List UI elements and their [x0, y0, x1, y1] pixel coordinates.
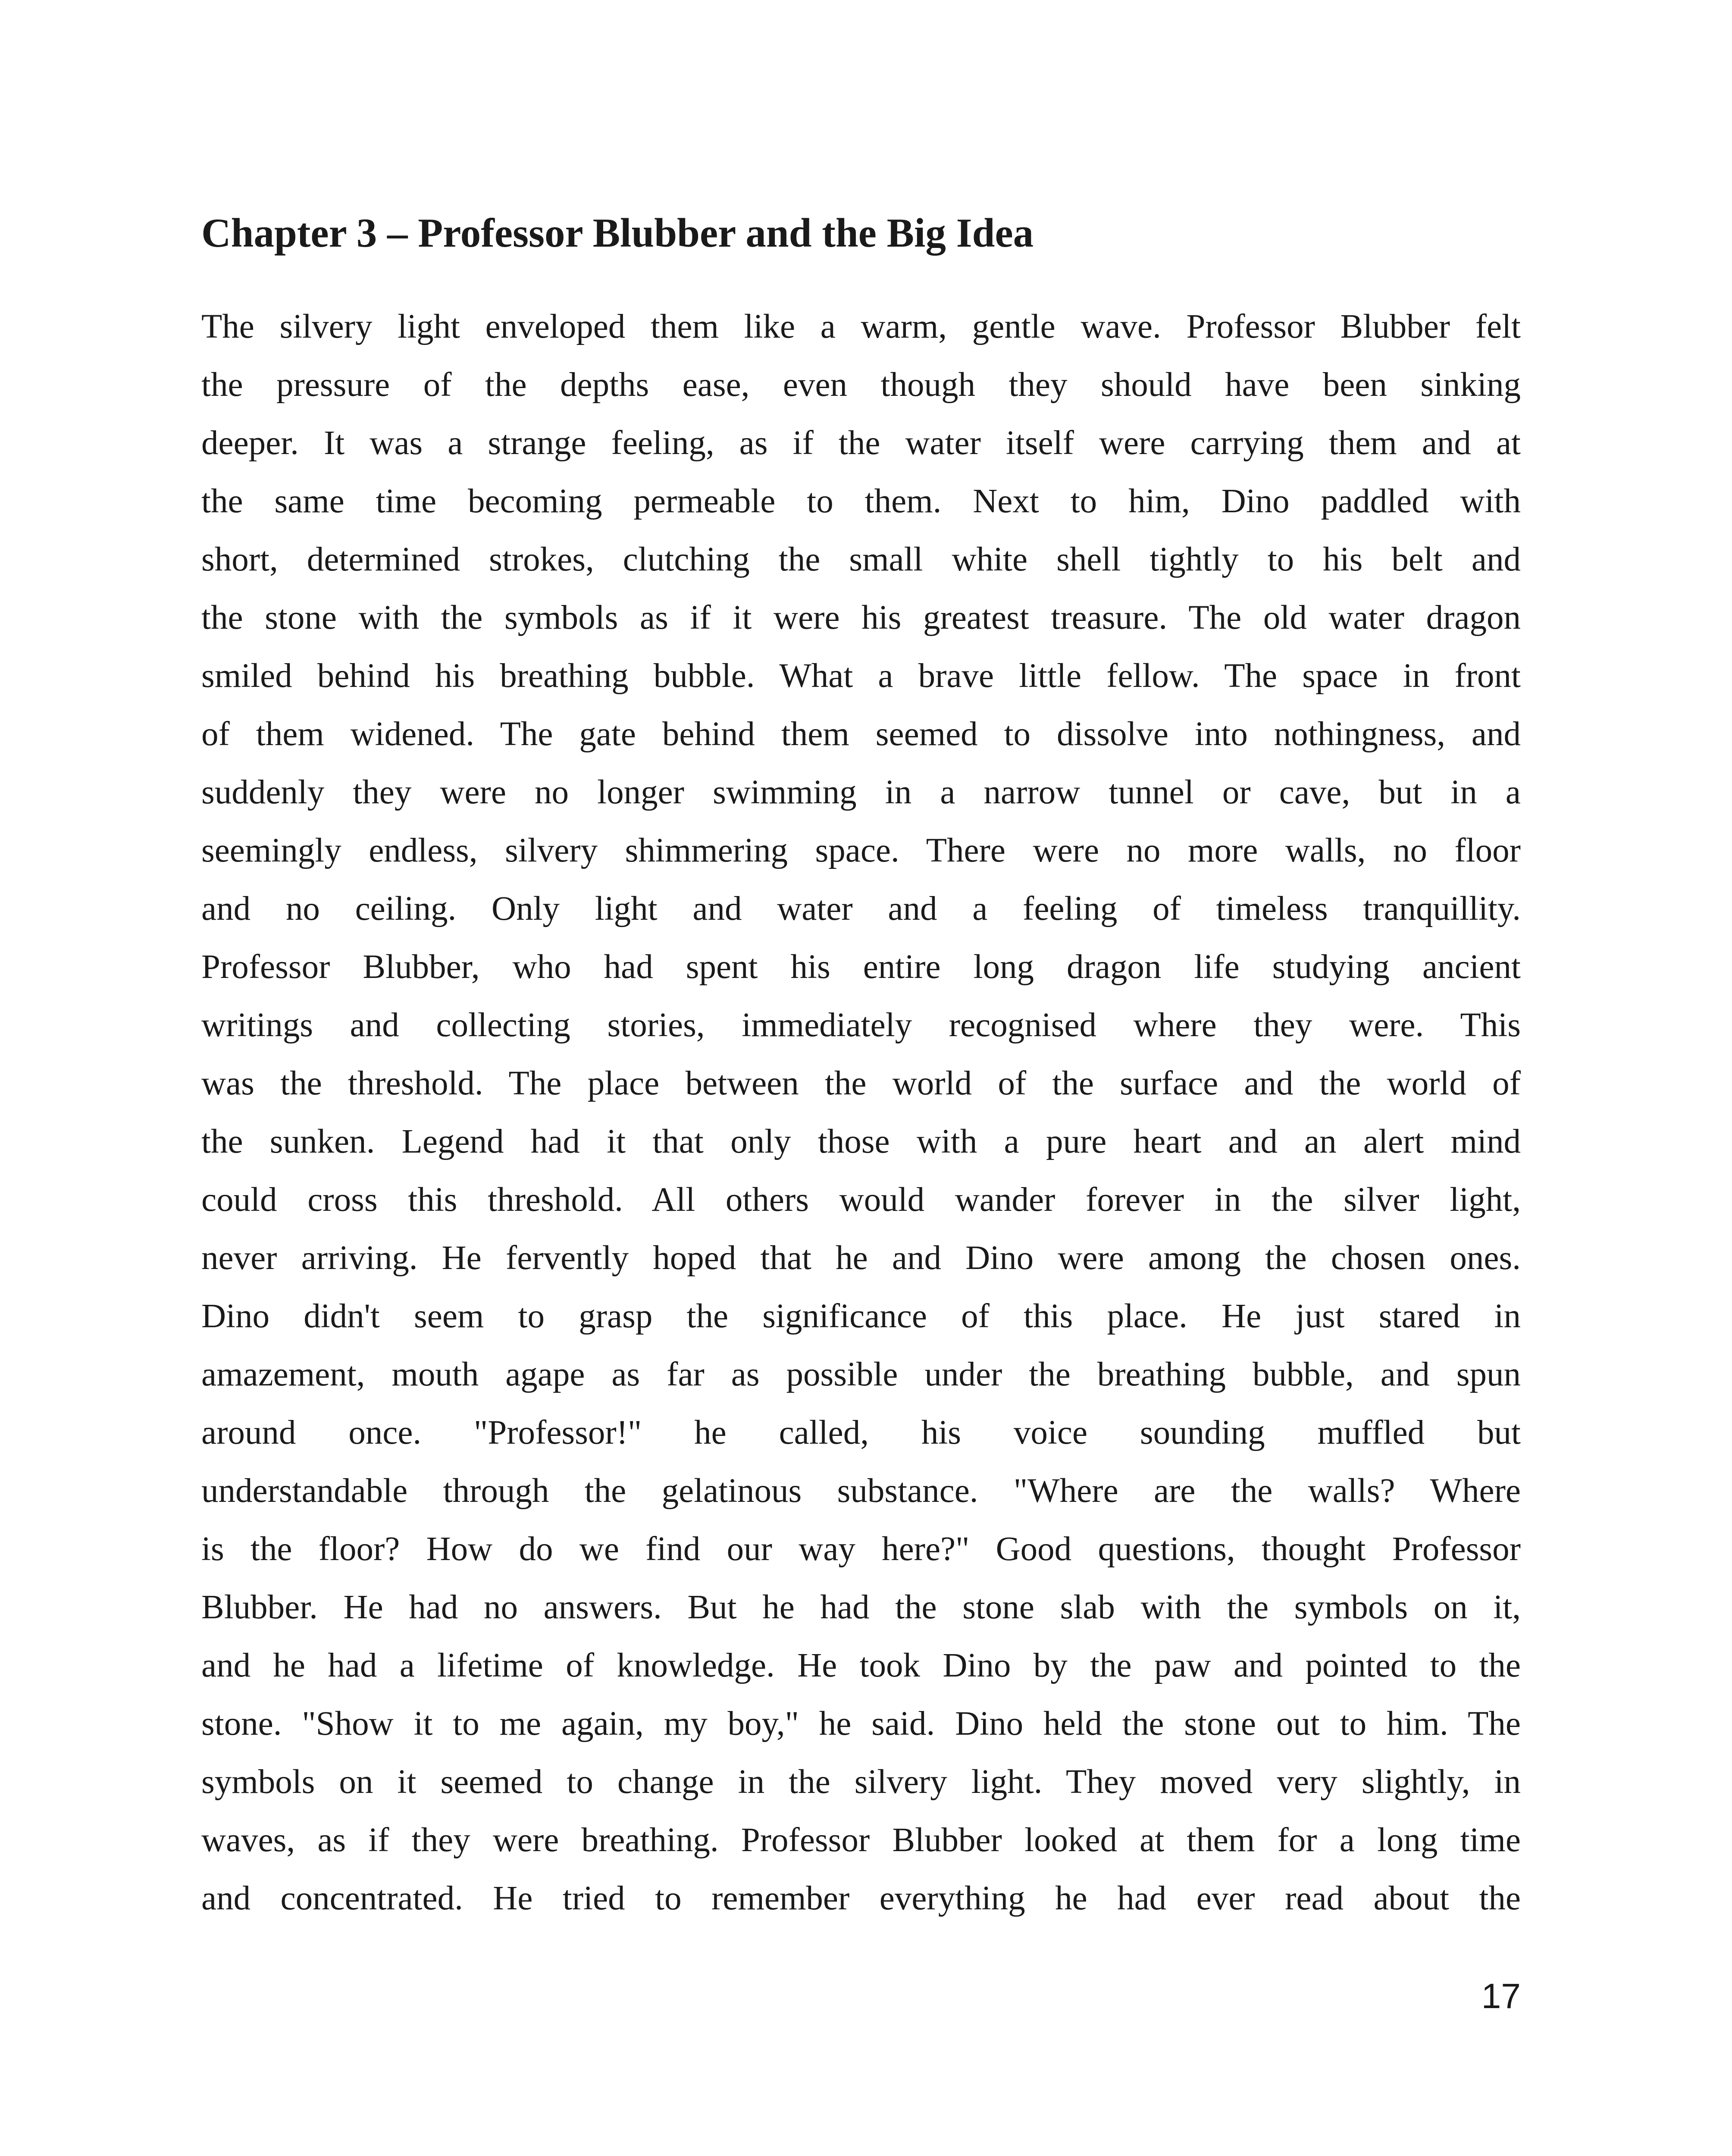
- page-number: 17: [1481, 1977, 1521, 2016]
- body-line: the stone with the symbols as if it were his greatest treasure. The old water dragon: [201, 599, 1521, 636]
- body-line: smiled behind his breathing bubble. What a brave little fellow. The space in front: [201, 657, 1521, 695]
- chapter-title: Chapter 3 – Professor Blubber and the Big Idea: [201, 210, 1034, 256]
- body-line: is the floor? How do we find our way here?" Good questions, thought Professor: [201, 1530, 1521, 1568]
- body-line: the sunken. Legend had it that only those with a pure heart and an alert mind: [201, 1123, 1521, 1160]
- body-line: understandable through the gelatinous substance. "Where are the walls? Where: [201, 1472, 1521, 1510]
- body-line: and no ceiling. Only light and water and a feeling of timeless tranquillity.: [201, 890, 1521, 928]
- body-line: waves, as if they were breathing. Professor Blubber looked at them for a long time: [201, 1821, 1521, 1859]
- body-line: the same time becoming permeable to them. Next to him, Dino paddled with: [201, 483, 1521, 520]
- body-line: suddenly they were no longer swimming in a narrow tunnel or cave, but in a: [201, 774, 1521, 811]
- body-line: Dino didn't seem to grasp the significance of this place. He just stared in: [201, 1297, 1521, 1335]
- body-line: Professor Blubber, who had spent his entire long dragon life studying ancient: [201, 948, 1521, 986]
- body-line: writings and collecting stories, immediately recognised where they were. This: [201, 1006, 1521, 1044]
- body-line: stone. "Show it to me again, my boy," he said. Dino held the stone out to him. The: [201, 1705, 1521, 1742]
- body-line: was the threshold. The place between the world of the surface and the world of: [201, 1065, 1521, 1102]
- body-line: around once. "Professor!" he called, his voice sounding muffled but: [201, 1414, 1521, 1451]
- body-line: and he had a lifetime of knowledge. He took Dino by the paw and pointed to the: [201, 1647, 1521, 1684]
- body-line: and concentrated. He tried to remember everything he had ever read about the: [201, 1880, 1521, 1917]
- body-line: short, determined strokes, clutching the small white shell tightly to his belt and: [201, 541, 1521, 578]
- body-line: seemingly endless, silvery shimmering space. There were no more walls, no floor: [201, 832, 1521, 869]
- body-line: the pressure of the depths ease, even though they should have been sinking: [201, 366, 1521, 404]
- body-line: never arriving. He fervently hoped that he and Dino were among the chosen ones.: [201, 1239, 1521, 1277]
- chapter-body: [201, 298, 1521, 1927]
- body-line: The silvery light enveloped them like a warm, gentle wave. Professor Blubber felt: [201, 308, 1521, 345]
- body-line: could cross this threshold. All others would wander forever in the silver light,: [201, 1181, 1521, 1219]
- body-line: amazement, mouth agape as far as possible under the breathing bubble, and spun: [201, 1356, 1521, 1393]
- body-line: Blubber. He had no answers. But he had the stone slab with the symbols on it,: [201, 1589, 1521, 1626]
- body-line: deeper. It was a strange feeling, as if the water itself were carrying them and at: [201, 424, 1521, 462]
- body-line: of them widened. The gate behind them seemed to dissolve into nothingness, and: [201, 715, 1521, 753]
- body-line: symbols on it seemed to change in the silvery light. They moved very slightly, in: [201, 1763, 1521, 1801]
